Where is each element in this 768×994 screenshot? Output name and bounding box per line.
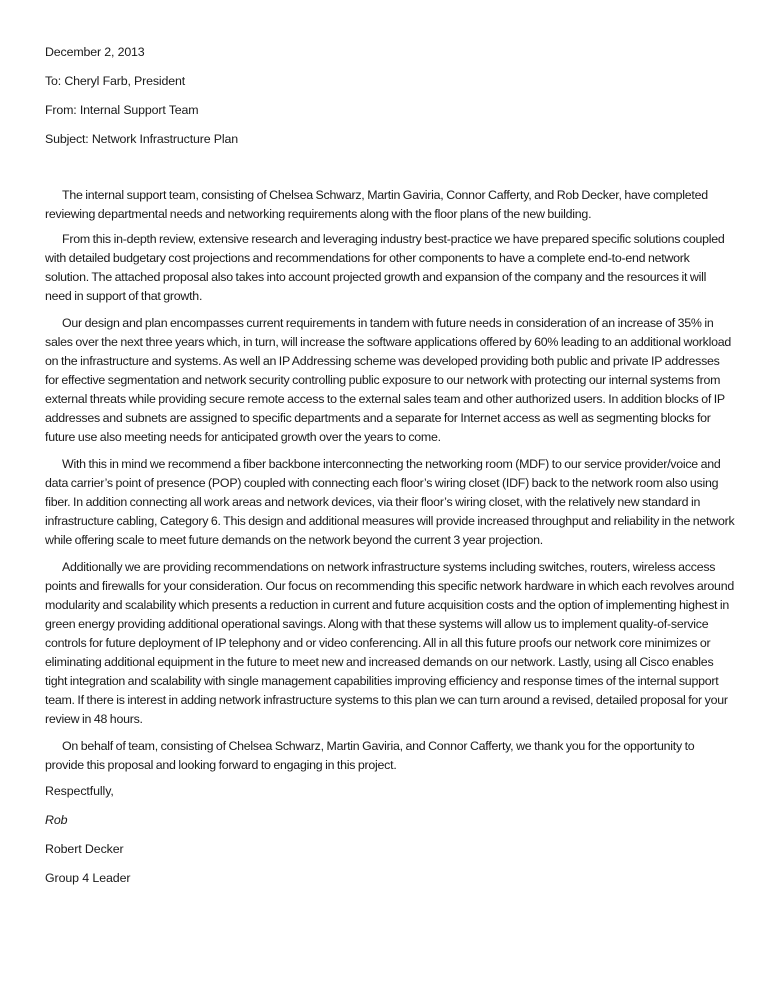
memo-to: To: Cheryl Farb, President [45,74,186,88]
memo-from: From: Internal Support Team [45,103,199,117]
paragraph-thanks: On behalf of team, consisting of Chelsea Schwarz, Martin Gaviria, and Connor Cafferty, we thank you for the opportunity to provide this proposal and looking forward to engaging in this project. [45,739,695,772]
memo-page [45,44,735,899]
signer-title: Group 4 Leader [45,871,131,885]
memo-subject: Subject: Network Infrastructure Plan [45,132,238,146]
memo-date: December 2, 2013 [45,45,145,59]
signature: Rob [45,813,68,827]
signer-name: Robert Decker [45,842,124,856]
valediction: Respectfully, [45,784,114,798]
paragraph-backbone: With this in mind we recommend a fiber backbone interconnecting the networking room (MDF) to our service provider/voice and data carrier’s point of presence (POP) coupled with connecting each floor’s wiring closet (IDF) back to the network room also using fiber. In addition connecting all work areas and network devices, via their floor’s wiring closet, with the relatively new standard in infrastructure cabling, Category 6. This design and additional measures will provide increased throughput and reliability in the network while offering scale to meet future demands on the network beyond the current 3 year projection. [45,457,735,547]
header-spacer [45,160,735,186]
paragraph-intro: The internal support team, consisting of Chelsea Schwarz, Martin Gaviria, Connor Cafferty, and Rob Decker, have completed reviewing departmental needs and networking requirements along with the floor plans of the new building. [45,188,708,221]
paragraph-design: Our design and plan encompasses current requirements in tandem with future needs in consideration of an increase of 35% in sales over the next three years which, in turn, will increase the software applications offered by 60% leading to an additional workload on the infrastructure and systems. As well an IP Addressing scheme was developed providing both public and private IP addresses for effective segmentation and network security controlling public exposure to our network with protecting our internal systems from external threats while providing secure remote access to the external sales team and other authorized users. In addition blocks of IP addresses and subnets are assigned to specific departments and a separate for Internet access as well as segmenting blocks for future use also meeting needs for anticipated growth over the years to come. [45,316,732,444]
paragraph-review: From this in-depth review, extensive research and leveraging industry best-practice we have prepared specific solutions coupled with detailed budgetary cost projections and recommendations for other components to have a complete end-to-end network solution. The attached proposal also takes into account projected growth and expansion of the company and the resources it will need in support of that growth. [45,232,725,303]
paragraph-recommendations: Additionally we are providing recommendations on network infrastructure systems including switches, routers, wireless access points and firewalls for your consideration. Our focus on recommending this specific network hardware in which each revolves around modularity and scalability which presents a reduction in current and future acquisition costs and the option of implementing highest in green energy providing additional operational savings. Along with that these systems will allow us to implement quality-of-service controls for future deployment of IP telephony and or video conferencing. All in all this future proofs our network core minimizes or eliminating additional equipment in the future to meet new and increased demands on our network. Lastly, using all Cisco enables tight integration and scalability with single management capabilities improving efficiency and response times of the internal support team. If there is interest in adding network infrastructure systems to this plan we can turn around a revised, detailed proposal for your review in 48 hours. [45,560,734,726]
